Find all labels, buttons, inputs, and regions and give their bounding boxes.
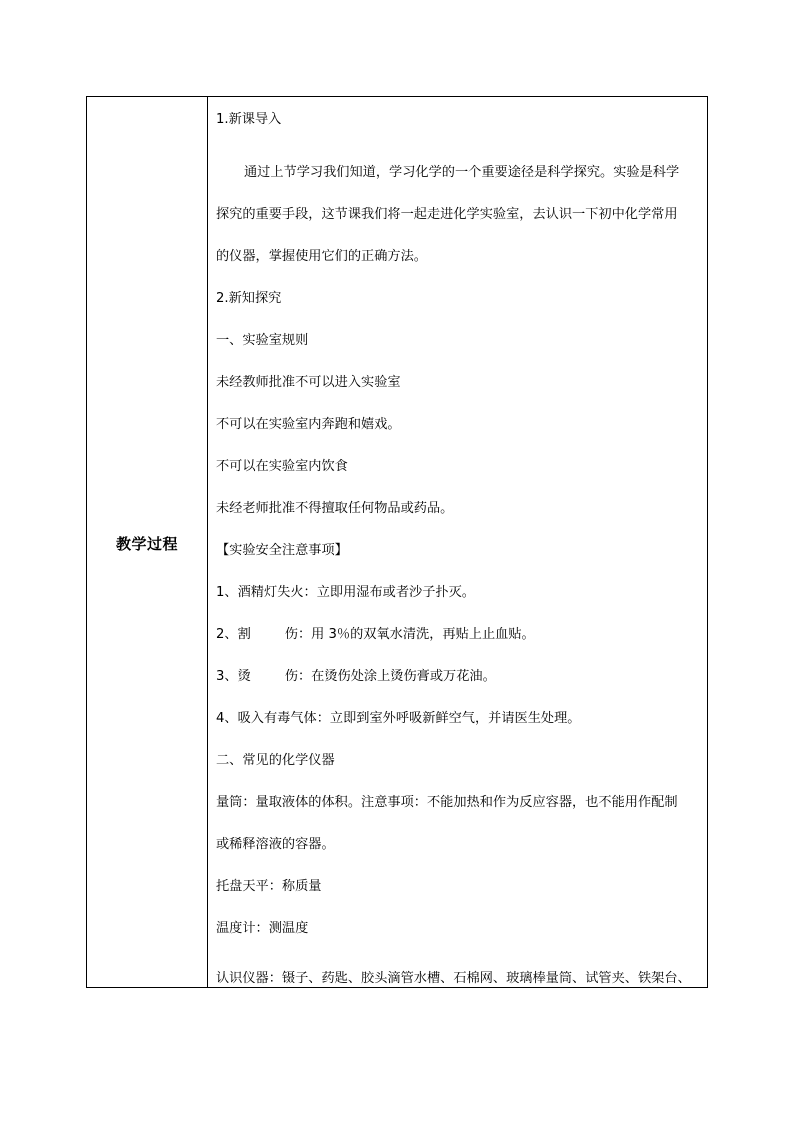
- safety-item-prefix: 2、割: [216, 627, 251, 642]
- safety-item: 1、酒精灯失火：立即用湿布或者沙子扑灭。: [216, 585, 475, 600]
- heading-new-lesson: 1.新课导入: [216, 112, 282, 127]
- instrument-item: 托盘天平：称质量: [216, 879, 322, 894]
- section-label-cell: [87, 97, 208, 987]
- instrument-list: 认识仪器：镊子、药匙、胶头滴管水槽、石棉网、玻璃棒量筒、试管夹、铁架台、: [216, 971, 691, 986]
- rule-item: 未经老师批准不得擅取任何物品或药品。: [216, 501, 454, 516]
- paragraph-line: 探究的重要手段，这节课我们将一起走进化学实验室，去认识一下初中化学常用: [216, 207, 678, 222]
- rule-item: 不可以在实验室内奔跑和嬉戏。: [216, 417, 401, 432]
- instrument-item: 温度计：测温度: [216, 921, 309, 936]
- section-heading: 一、实验室规则: [216, 333, 309, 348]
- section-heading: 二、常见的化学仪器: [216, 753, 335, 768]
- rule-item: 不可以在实验室内饮食: [216, 459, 348, 474]
- safety-item-text: 伤：用 3％的双氧水清洗，再贴上止血贴。: [284, 627, 535, 642]
- safety-item: 4、吸入有毒气体：立即到室外呼吸新鲜空气，并请医生处理。: [216, 711, 581, 726]
- content-cell: [208, 97, 707, 987]
- instrument-item: 或稀释溶液的容器。: [216, 837, 335, 852]
- safety-item: [216, 656, 701, 698]
- heading-new-knowledge: 2.新知探究: [216, 291, 282, 306]
- instrument-item: 量筒：量取液体的体积。注意事项：不能加热和作为反应容器，也不能用作配制: [216, 795, 678, 810]
- lesson-table: [86, 96, 708, 988]
- paragraph-line: 通过上节学习我们知道，学习化学的一个重要途径是科学探究。实验是科学: [244, 165, 680, 180]
- rule-item: 未经教师批准不可以进入实验室: [216, 375, 401, 390]
- section-label: 教学过程: [115, 535, 178, 553]
- safety-item-prefix: 3、烫: [216, 669, 251, 684]
- safety-heading: 【实验安全注意事项】: [216, 543, 348, 558]
- paragraph-line: 的仪器，掌握使用它们的正确方法。: [216, 249, 427, 264]
- safety-item-text: 伤：在烫伤处涂上烫伤膏或万花油。: [284, 669, 496, 684]
- safety-item: [216, 614, 701, 656]
